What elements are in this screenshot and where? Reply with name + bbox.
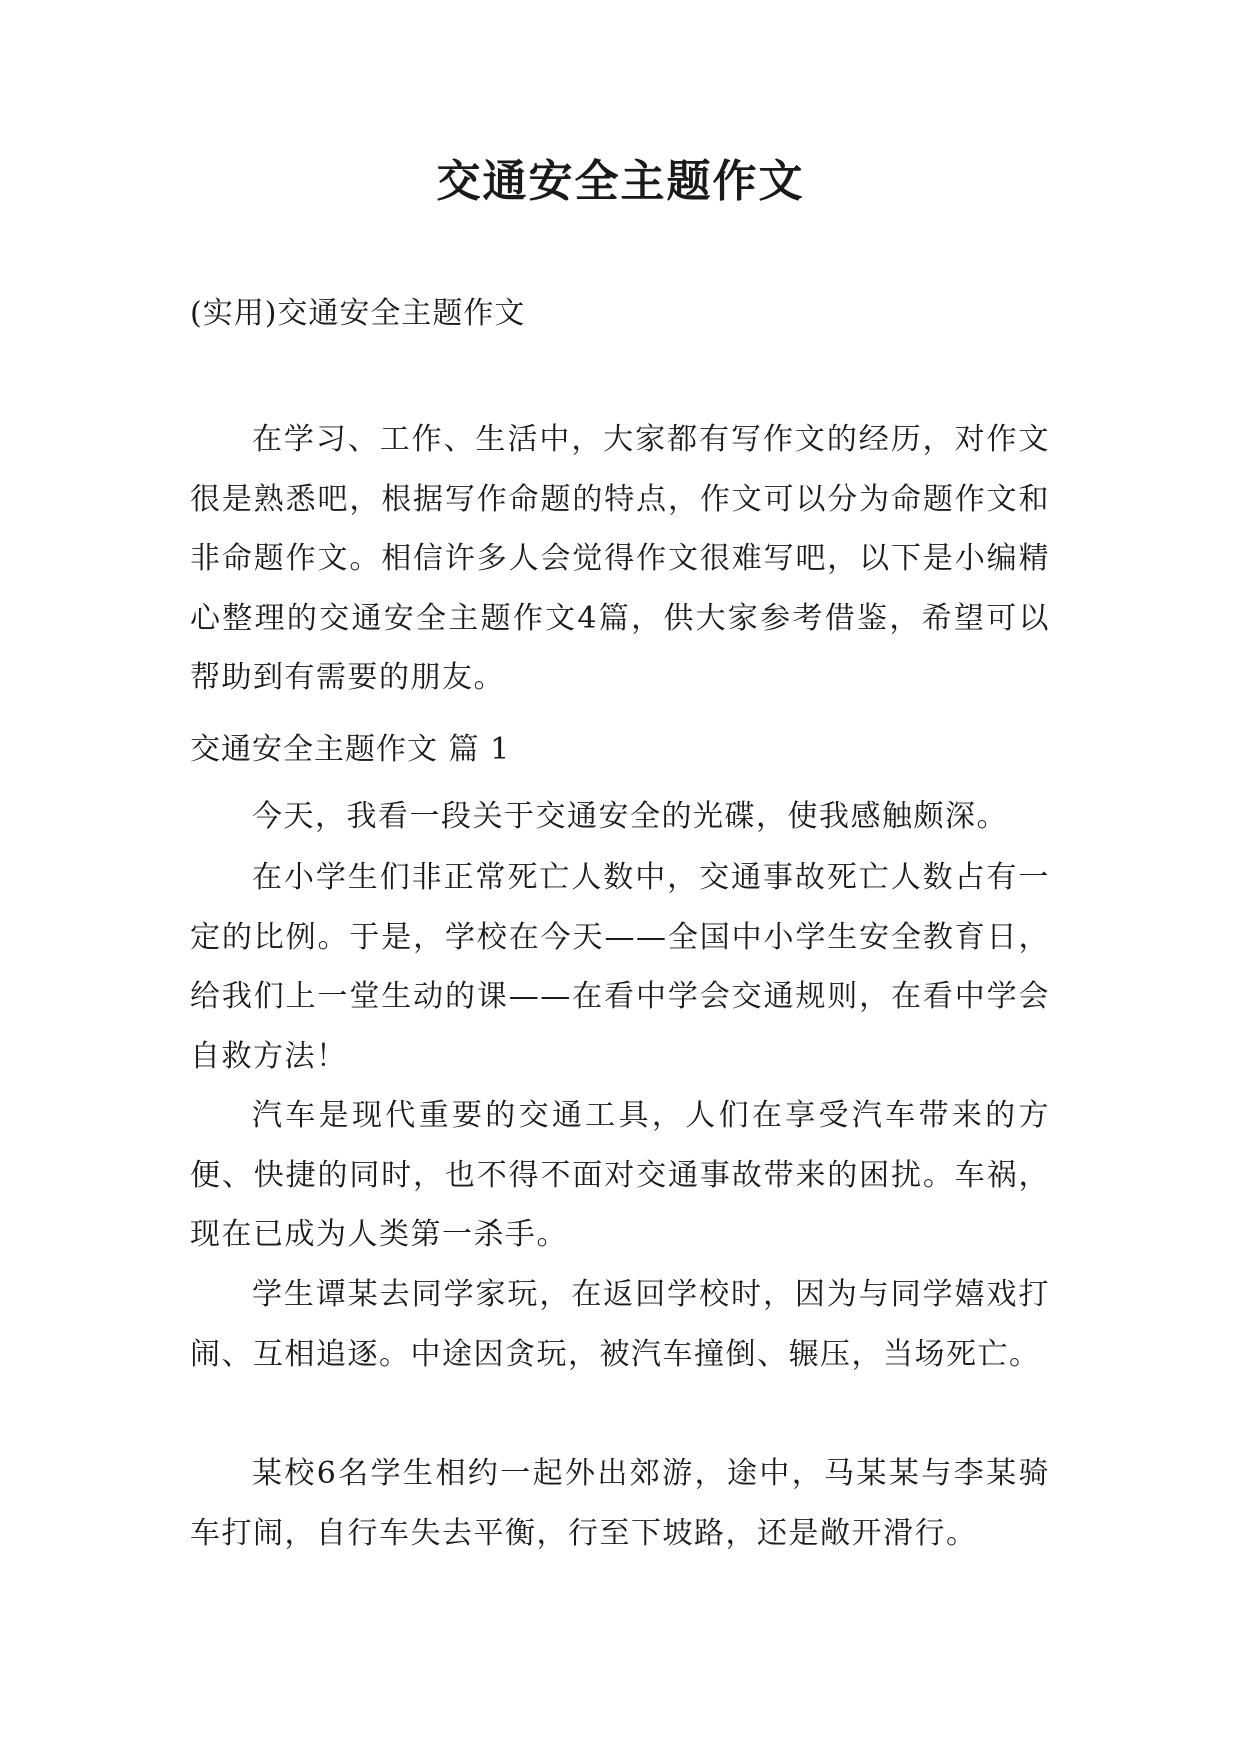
document-title: 交通安全主题作文: [436, 156, 805, 207]
body-paragraph-2: 在小学生们非正常死亡人数中，交通事故死亡人数占有一定的比例。于是，学校在今天——全国中小学生安全教育日，给我们上一堂生动的课——在看中学会交通规则，在看中学会自救方法！: [190, 860, 1050, 1074]
body-paragraph-4: 学生谭某去同学家玩，在返回学校时，因为与同学嬉戏打闹、互相追逐。中途因贪玩，被汽车撞倒、辗压，当场死亡。: [190, 1277, 1050, 1372]
intro-paragraph: 在学习、工作、生活中，大家都有写作文的经历，对作文很是熟悉吧，根据写作命题的特点，作文可以分为命题作文和非命题作文。相信许多人会觉得作文很难写吧，以下是小编精心整理的交通安全主题作文4篇，供大家参考借鉴，希望可以帮助到有需要的朋友。: [190, 422, 1050, 695]
section-heading: 交通安全主题作文 篇 1: [190, 732, 511, 767]
body-paragraph-3: 汽车是现代重要的交通工具，人们在享受汽车带来的方便、快捷的同时，也不得不面对交通事故带来的困扰。车祸，现在已成为人类第一杀手。: [190, 1098, 1050, 1252]
body-paragraph-5: 某校6名学生相约一起外出郊游，途中，马某某与李某骑车打闹，自行车失去平衡，行至下坡路，还是敞开滑行。: [190, 1456, 1050, 1551]
document-subtitle: (实用)交通安全主题作文: [190, 296, 526, 331]
body-paragraph-1: 今天，我看一段关于交通安全的光碟，使我感触颇深。: [252, 799, 1008, 834]
